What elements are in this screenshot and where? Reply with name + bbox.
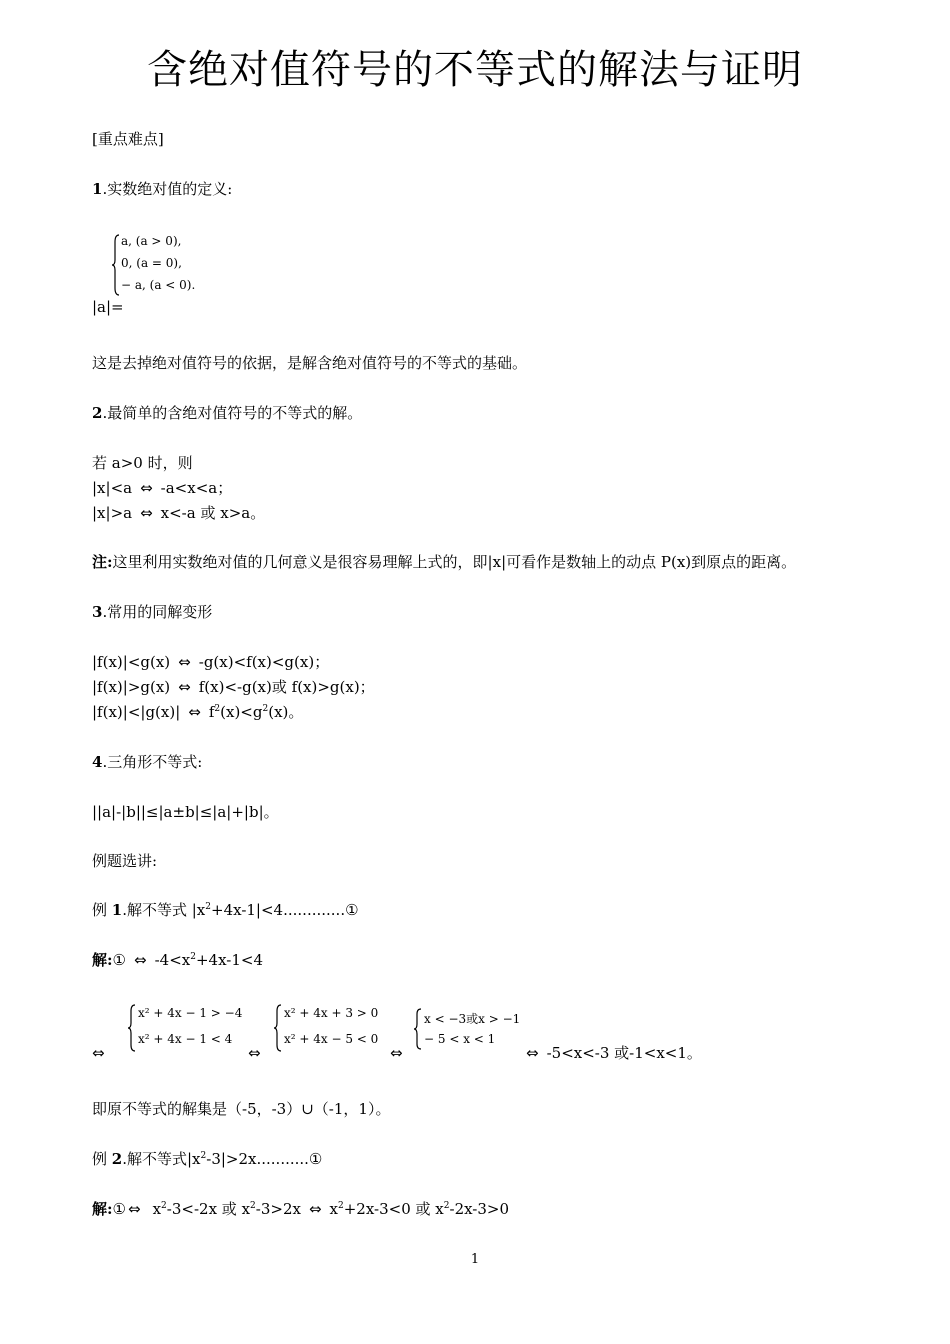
section-2-condition: 若 a>0 时，则 <box>92 454 193 472</box>
section-2-rule-2 <box>92 504 265 522</box>
rule-lhs: |f(x)|<|g(x)| <box>92 703 181 721</box>
example-2: 例 2.解不等式$|x^2-3|>2x...........①$ <box>92 1150 323 1168</box>
rule-rhs: -a<x<a； <box>160 479 233 497</box>
section-1-note: 这是去掉绝对值符号的依据，是解含绝对值符号的不等式的基础。 <box>92 354 528 372</box>
section-4-heading <box>92 753 202 771</box>
page-number: 1 <box>470 1252 480 1267</box>
system-row: x² + 4x − 1 < 4 <box>138 1032 233 1046</box>
system-3 <box>414 1008 524 1052</box>
abs-definition-cases <box>112 234 232 298</box>
section-3-rule-1 <box>92 653 329 671</box>
examples-title: 例题选讲: <box>92 852 158 870</box>
system-1 <box>128 1004 248 1054</box>
section-text: .实数绝对值的定义: <box>102 180 233 198</box>
iff-icon: ⇔ <box>178 653 191 671</box>
iff-icon: ⇔ <box>178 678 191 696</box>
triangle-inequality: ||a|-|b||≤|a±b|≤|a|+|b|。 <box>92 803 279 821</box>
section-tag: [重点难点] <box>92 130 164 148</box>
rule-rhs: -g(x)<f(x)<g(x)； <box>198 653 330 671</box>
example-1-solution: 解:① ⇔ $-4<x^2+4x-1<4$ <box>92 951 263 969</box>
case-row: 0, (a = 0), <box>121 256 182 270</box>
section-3-heading <box>92 603 212 621</box>
abs-definition-label: |a|= <box>92 298 124 316</box>
rule-lhs: |f(x)|>g(x) <box>92 678 171 696</box>
rule-rhs: f(x)<-g(x)或 f(x)>g(x)； <box>198 678 375 696</box>
rule-lhs: |x|<a <box>92 479 133 497</box>
left-brace-icon <box>274 1004 282 1052</box>
section-text: .最简单的含绝对值符号的不等式的解。 <box>102 404 363 422</box>
solution-label: 解: <box>92 1200 113 1218</box>
rule-lhs: |f(x)|<g(x) <box>92 653 171 671</box>
system-2 <box>274 1004 394 1054</box>
case-row: − a, (a < 0). <box>121 278 196 292</box>
example-1-result: 即原不等式的解集是（-5，-3）∪（-1，1）。 <box>92 1100 391 1118</box>
section-number: 4 <box>92 753 103 771</box>
example-number: 1 <box>111 901 123 919</box>
rule-rhs: $f^2(x)<g^2(x)$。 <box>208 703 304 721</box>
section-3-rule-3 <box>92 703 303 721</box>
system-row: x < −3或x > −1 <box>424 1012 521 1026</box>
system-row: x² + 4x − 1 > −4 <box>138 1006 243 1020</box>
case-row: a, (a > 0), <box>121 234 182 248</box>
section-text: .常用的同解变形 <box>102 603 213 621</box>
system-row: x² + 4x + 3 > 0 <box>284 1006 379 1020</box>
iff-icon: ⇔ <box>140 479 153 497</box>
section-2-rule-1 <box>92 479 232 497</box>
section-number: 2 <box>92 404 103 422</box>
iff-icon: ⇔ <box>308 1200 322 1218</box>
iff-icon: ⇔ <box>188 703 201 721</box>
rule-rhs: x<-a 或 x>a。 <box>160 504 266 522</box>
page-title: 含绝对值符号的不等式的解法与证明 <box>147 47 803 93</box>
example-1-final: ⇔ -5<x<-3 或-1<x<1。 <box>526 1044 702 1062</box>
section-text: .三角形不等式: <box>102 753 203 771</box>
system-row: − 5 < x < 1 <box>424 1032 496 1046</box>
left-brace-icon <box>128 1004 136 1052</box>
note-label: 注: <box>92 553 113 571</box>
section-3-rule-2 <box>92 678 375 696</box>
iff-icon: ⇔ <box>248 1044 261 1062</box>
section-1-heading <box>92 180 232 198</box>
rule-lhs: |x|>a <box>92 504 133 522</box>
iff-icon: ⇔ <box>526 1044 539 1062</box>
system-row: x² + 4x − 5 < 0 <box>284 1032 379 1046</box>
note-text: 这里利用实数绝对值的几何意义是很容易理解上式的，即|x|可看作是数轴上的动点 P(x)到原点的距离。 <box>112 553 797 571</box>
solution-label: 解: <box>92 951 113 969</box>
iff-icon: ⇔ <box>134 951 147 969</box>
iff-icon: ⇔ <box>140 504 153 522</box>
iff-icon: ⇔ <box>92 1044 105 1062</box>
note <box>92 553 796 571</box>
example-2-solution: 解:① ⇔ $x^2-3<-2x$ 或 $x^2-3>2x$ ⇔ $x^2+2x-3<0$ 或 $x^2-2x-3>0$ <box>92 1200 510 1218</box>
iff-icon: ⇔ <box>390 1044 403 1062</box>
section-number: 3 <box>92 603 103 621</box>
left-brace-icon <box>112 234 120 296</box>
section-number: 1 <box>92 180 103 198</box>
section-2-heading <box>92 404 362 422</box>
iff-icon: ⇔ <box>128 1200 141 1218</box>
left-brace-icon <box>414 1008 422 1050</box>
example-number: 2 <box>111 1150 123 1168</box>
example-1: 例 1.解不等式 $|x^2+4x-1|<4.............①$ <box>92 901 359 919</box>
